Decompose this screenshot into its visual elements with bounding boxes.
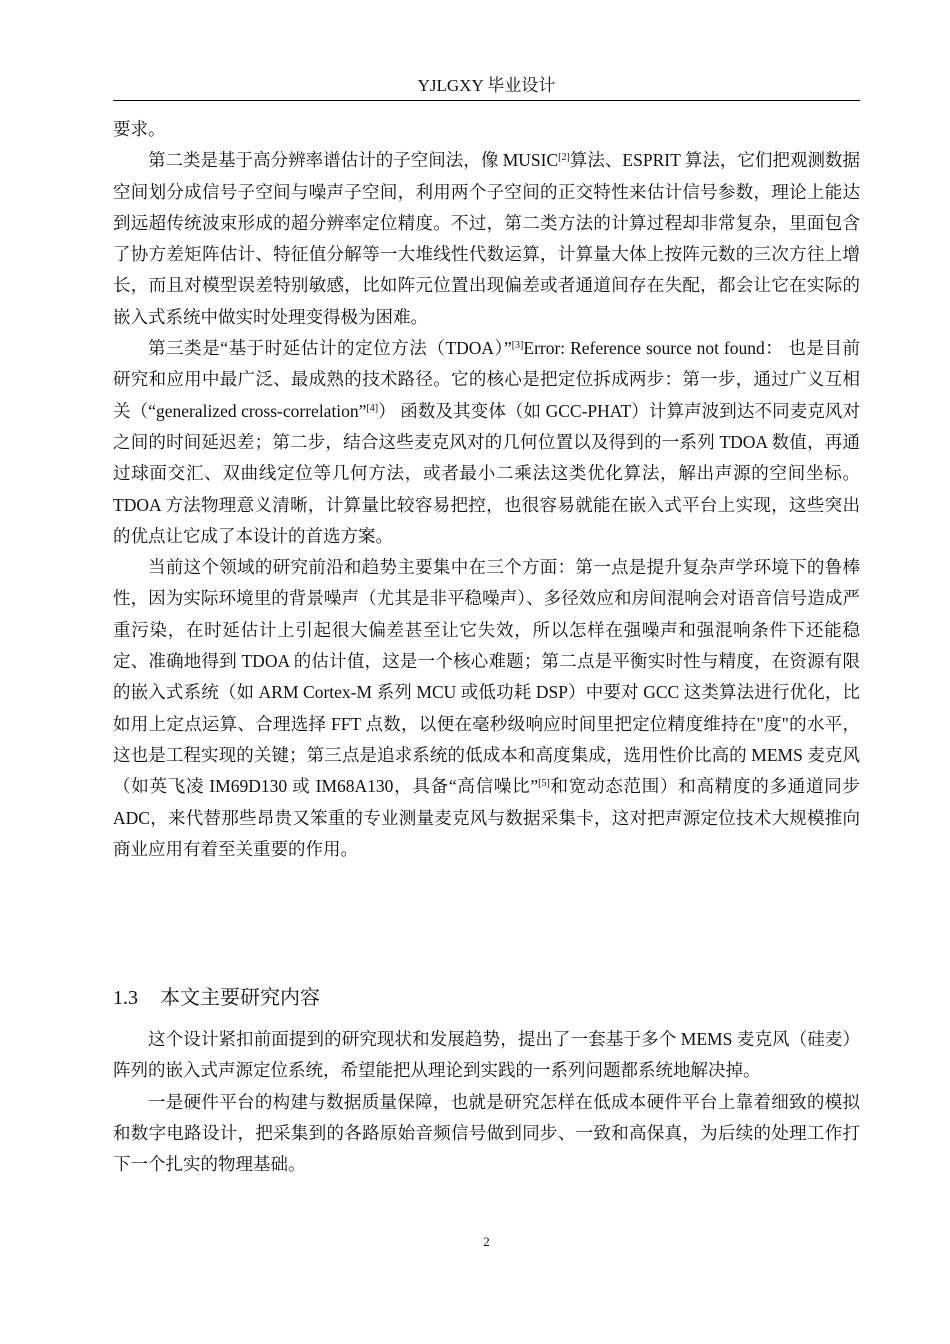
citation-ref: [4] [366, 402, 379, 414]
page-number: 2 [483, 1234, 490, 1249]
paragraph-text: 和宽动态范围）和高精度的多通道同步 ADC，来代替那些昂贵又笨重的专业测量麦克风与数据采集卡，这对把声源定位技术大规模推向商业应用有着至关重要的作用。 [113, 776, 860, 859]
paragraph-research-trends [113, 552, 860, 865]
paragraph-text: 当前这个领域的研究前沿和趋势主要集中在三个方面：第一点是提升复杂声学环境下的鲁棒性，因为实际环境里的背景噪声（尤其是非平稳噪声）、多径效应和房间混响会对语音信号造成严重污染，在时延估计上引起很大偏差甚至让它失效，所以怎样在强噪声和强混响条件下还能稳定、准确地得到 TDOA 的估计值，这是一个核心难题；第二点是平衡实时性与精度，在资源有限的嵌入式系统（如 ARM Cortex-M 系列 MCU 或低功耗 DSP）中要对 GCC 这类算法进行优化，比如用上定点运算、合理选择 FFT 点数，以便在毫秒级响应时间里把定位精度维持在"度"的水平，这也是工程实现的关键；第三点是追求系统的低成本和高度集成，选用性价比高的 MEMS 麦克风（如英飞凌 IM69D130 或 IM68A130，具备“高信噪比” [113, 557, 860, 797]
section-heading [113, 985, 320, 1011]
body-text [113, 114, 860, 865]
paragraph-text: Error: Reference source not found： 也是目前研究和应用中最广泛、最成熟的技术路径。它的核心是把定位拆成两步：第一步，通过广义互相关（“generalized cross-correlation” [113, 338, 861, 421]
paragraph-text: ） 函数及其变体（如 GCC-PHAT）计算声波到达不同麦克风对之间的时间延迟差；第二步，结合这些麦克风对的几何位置以及得到的一系列 TDOA 数值，再通过球面交汇、双曲线定位等几何方法，或者最小二乘法这类优化算法，解出声源的空间坐标。TDOA 方法物理意义清晰，计算量比较容易把控，也很容易就能在嵌入式平台上实现，这些突出的优点让它成了本设计的首选方案。 [113, 400, 860, 546]
paragraph [113, 114, 860, 145]
paragraph: 一是硬件平台的构建与数据质量保障，也就是研究怎样在低成本硬件平台上靠着细致的模拟和数字电路设计，把采集到的各路原始音频信号做到同步、一致和高保真，为后续的处理工作打下一个扎实的物理基础。 [113, 1091, 860, 1175]
paragraph-text: 算法、ESPRIT 算法，它们把观测数据空间划分成信号子空间与噪声子空间，利用两个子空间的正交特性来估计信号参数，理论上能达到远超传统波束形成的超分辨率定位精度。不过，第二类方法的计算过程却非常复杂，里面包含了协方差矩阵估计、特征值分解等一大堆线性代数运算，计算量大体上按阵元数的三次方往上增长，而且对模型误差特别敏感，比如阵元位置出现偏差或者通道间存在失配，都会让它在实际的嵌入式系统中做实时处理变得极为困难。 [113, 150, 860, 327]
citation-ref: [2] [558, 152, 570, 164]
paragraph-text: 第二类是基于高分辨率谱估计的子空间法，像 MUSIC [148, 150, 559, 171]
paragraph-subspace-methods [113, 145, 860, 333]
paragraph-tdoa-methods [113, 333, 860, 552]
page-header: YJLGXY 毕业设计 [417, 76, 556, 95]
paragraph-text: 要求。 [113, 119, 166, 139]
section-title: 本文主要研究内容 [160, 987, 320, 1009]
paragraph-text: 第三类是“基于时延估计的定位方法（TDOA）” [148, 338, 512, 359]
citation-ref: [3] [511, 340, 524, 352]
header-rule [113, 100, 860, 101]
section-number: 1.3 [113, 987, 138, 1009]
section-body [113, 1024, 860, 1180]
citation-ref: [5] [538, 778, 550, 790]
paragraph: 这个设计紧扣前面提到的研究现状和发展趋势，提出了一套基于多个 MEMS 麦克风（硅麦）阵列的嵌入式声源定位系统，希望能把从理论到实践的一系列问题都系统地解决掉。 [113, 1029, 860, 1081]
